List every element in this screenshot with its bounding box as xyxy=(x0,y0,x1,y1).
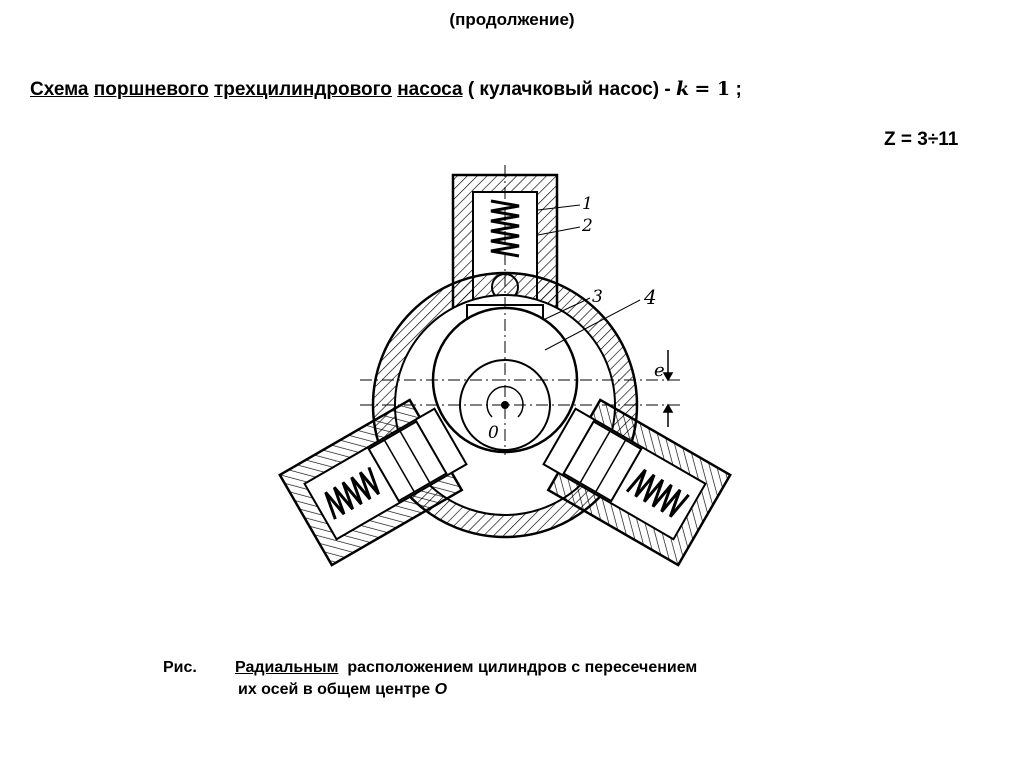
caption-underlined: Радиальным xyxy=(235,659,339,676)
caption-prefix: Рис. xyxy=(163,659,197,676)
caption-center-letter: O xyxy=(434,681,448,698)
label-eccentricity: e xyxy=(654,360,665,381)
label-part-1: 1 xyxy=(582,194,593,214)
pump-diagram xyxy=(260,155,760,605)
caption-line-2 xyxy=(163,679,697,701)
label-part-3: 3 xyxy=(592,287,603,307)
heading-word-piston: поршневого xyxy=(93,79,209,100)
heading-rest: ( кулачковый насос) - xyxy=(467,79,671,100)
heading-k-symbol: k xyxy=(675,78,690,100)
caption-line-1 xyxy=(163,657,697,679)
caption-text-2: их осей в общем центре xyxy=(238,681,431,698)
heading-semicolon: ; xyxy=(735,79,742,100)
eccentricity-dimension xyxy=(664,350,672,427)
label-part-4: 4 xyxy=(644,285,657,309)
label-part-2: 2 xyxy=(582,216,593,236)
heading-word-pump: насоса xyxy=(397,79,463,100)
heading-k-equals: = 1 xyxy=(694,78,731,100)
figure-caption xyxy=(163,657,697,701)
page-subtitle: (продолжение) xyxy=(449,10,575,29)
z-formula: Z = 3÷11 xyxy=(884,129,959,150)
heading-word-scheme: Схема xyxy=(30,79,89,100)
heading-word-three-cylinder: трехцилиндрового xyxy=(213,79,392,100)
caption-text-1: расположением цилиндров с пересечением xyxy=(347,659,698,676)
label-center-o: 0 xyxy=(488,423,499,443)
slide-heading xyxy=(30,78,742,101)
